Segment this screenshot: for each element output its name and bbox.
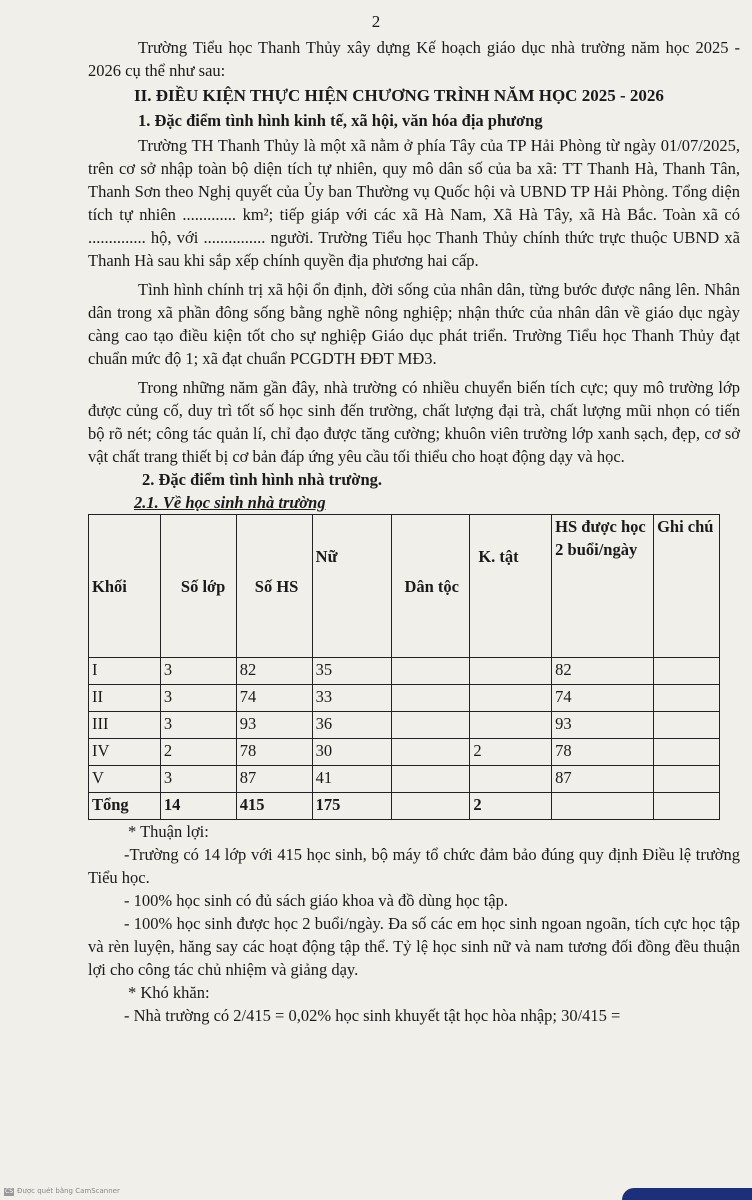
cell: 36: [312, 712, 392, 739]
cell: 74: [236, 685, 312, 712]
col-header: Ghi chú: [654, 515, 720, 658]
cell: 3: [160, 712, 236, 739]
page-edge-bar: [622, 1188, 752, 1200]
col-header: Dân tộc: [392, 515, 470, 658]
cell: 78: [236, 739, 312, 766]
advantages-label: * Thuận lợi:: [128, 822, 209, 841]
cell: 175: [312, 793, 392, 820]
page-number: 2: [371, 12, 381, 31]
cell: 93: [236, 712, 312, 739]
cell: 33: [312, 685, 392, 712]
cell: [392, 658, 470, 685]
col-header: Số HS: [236, 515, 312, 658]
cell: 2: [470, 739, 552, 766]
col-header: Khối: [89, 515, 161, 658]
cell: III: [89, 712, 161, 739]
cell: 3: [160, 766, 236, 793]
cell: [470, 658, 552, 685]
advantage-item: -Trường có 14 lớp với 415 học sinh, bộ máy tổ chức đảm bảo đúng quy định Điều lệ trường Tiểu học.: [88, 845, 740, 887]
cell: [392, 739, 470, 766]
cell: 3: [160, 685, 236, 712]
cell: I: [89, 658, 161, 685]
cell: 87: [552, 766, 654, 793]
cell: 30: [312, 739, 392, 766]
cell: [392, 766, 470, 793]
cell: IV: [89, 739, 161, 766]
col-header: Nữ: [312, 515, 392, 658]
cell: V: [89, 766, 161, 793]
cell: [654, 658, 720, 685]
cell: 415: [236, 793, 312, 820]
cell: 87: [236, 766, 312, 793]
section-heading: II. ĐIỀU KIỆN THỰC HIỆN CHƯƠNG TRÌNH NĂM HỌC 2025 - 2026: [134, 86, 664, 105]
subsection-heading-2: 2. Đặc điểm tình hình nhà trường.: [142, 470, 382, 489]
cell: 2: [160, 739, 236, 766]
cell: 82: [552, 658, 654, 685]
table-row: [89, 739, 720, 766]
col-header: Số lớp: [160, 515, 236, 658]
cell: Tổng: [89, 793, 161, 820]
cell: II: [89, 685, 161, 712]
cell: 2: [470, 793, 552, 820]
advantage-item: - 100% học sinh có đủ sách giáo khoa và đồ dùng học tập.: [124, 891, 508, 910]
document-body: [88, 36, 740, 1027]
table-row: [89, 766, 720, 793]
cell: [470, 685, 552, 712]
cell: [470, 712, 552, 739]
cell: [392, 712, 470, 739]
cell: 41: [312, 766, 392, 793]
watermark-text: Được quét bằng CamScanner: [17, 1187, 120, 1195]
col-header: K. tật: [470, 515, 552, 658]
cell: [654, 685, 720, 712]
cell: 82: [236, 658, 312, 685]
cell: [654, 793, 720, 820]
cell: [392, 793, 470, 820]
cell: [654, 766, 720, 793]
intro-paragraph: Trường Tiểu học Thanh Thủy xây dựng Kế hoạch giáo dục nhà trường năm học 2025 - 2026 cụ thể như sau:: [88, 38, 740, 80]
cell: 93: [552, 712, 654, 739]
table-row: [89, 685, 720, 712]
student-table: [88, 514, 720, 820]
advantage-item: - 100% học sinh được học 2 buổi/ngày. Đa số các em học sinh ngoan ngoãn, tích cực học tập và rèn luyện, hăng say các hoạt động tập thể. Tỷ lệ học sinh nữ và nam tương đối đồng đều thuận lợi cho công tác chủ nhiệm và giảng dạy.: [88, 914, 740, 979]
cell: [470, 766, 552, 793]
paragraph-2: Tình hình chính trị xã hội ổn định, đời sống của nhân dân, từng bước được nâng lên. Nhân dân trong xã phần đông sống bằng nghề nông nghiệp; nhận thức của nhân dân về giáo dục ngày càng cao tạo điều kiện tốt cho sự nghiệp Giáo dục phát triển. Trường Tiểu học Thanh Thủy đạt chuẩn mức độ 1; xã đạt chuẩn PCGDTH ĐĐT MĐ3.: [88, 280, 740, 368]
cell: 3: [160, 658, 236, 685]
subsection-heading-1: 1. Đặc điểm tình hình kinh tế, xã hội, văn hóa địa phương: [138, 111, 543, 130]
table-header-row: [89, 515, 720, 658]
subsection-heading-2-1: 2.1. Về học sinh nhà trường: [134, 493, 326, 512]
paragraph-3: Trong những năm gần đây, nhà trường có nhiều chuyển biến tích cực; quy mô trường lớp được củng cố, duy trì tốt số học sinh đến trường, chất lượng đại trà, chất lượng mũi nhọn có tiến bộ rõ nét; công tác quản lí, chỉ đạo được tăng cường; khuôn viên trường lớp xanh sạch, đẹp, cơ sở vật chất trang thiết bị cơ bản đáp ứng yêu cầu tối thiểu cho hoạt động dạy và học.: [88, 378, 740, 466]
scanner-watermark: [4, 1187, 120, 1196]
cell: [552, 793, 654, 820]
difficulty-item: - Nhà trường có 2/415 = 0,02% học sinh khuyết tật học hòa nhập; 30/415 =: [124, 1006, 621, 1025]
table-total-row: [89, 793, 720, 820]
table-row: [89, 712, 720, 739]
table-row: [89, 658, 720, 685]
cell: 78: [552, 739, 654, 766]
col-header: HS được học 2 buổi/ngày: [552, 515, 654, 658]
paragraph-1: Trường TH Thanh Thủy là một xã nằm ở phía Tây của TP Hải Phòng từ ngày 01/07/2025, trên cơ sở nhập toàn bộ diện tích tự nhiên, quy mô dân số của ba xã: TT Thanh Hà, Thanh Tân, Thanh Sơn theo Nghị quyết của Ủy ban Thường vụ Quốc hội và UBND TP Hải Phòng. Tổng diện tích tự nhiên ............. km²; tiếp giáp với các xã Hà Nam, Xã Hà Tây, xã Hà Bắc. Toàn xã có .............. hộ, với ............... người. Trường Tiểu học Thanh Thủy chính thức trực thuộc UBND xã Thanh Hà sau khi sắp xếp chính quyền địa phương hai cấp.: [88, 136, 740, 270]
camscanner-icon: CS: [5, 1188, 13, 1195]
cell: [392, 685, 470, 712]
cell: [654, 739, 720, 766]
cell: [654, 712, 720, 739]
cell: 74: [552, 685, 654, 712]
cell: 14: [160, 793, 236, 820]
cell: 35: [312, 658, 392, 685]
difficulties-label: * Khó khăn:: [128, 983, 210, 1002]
